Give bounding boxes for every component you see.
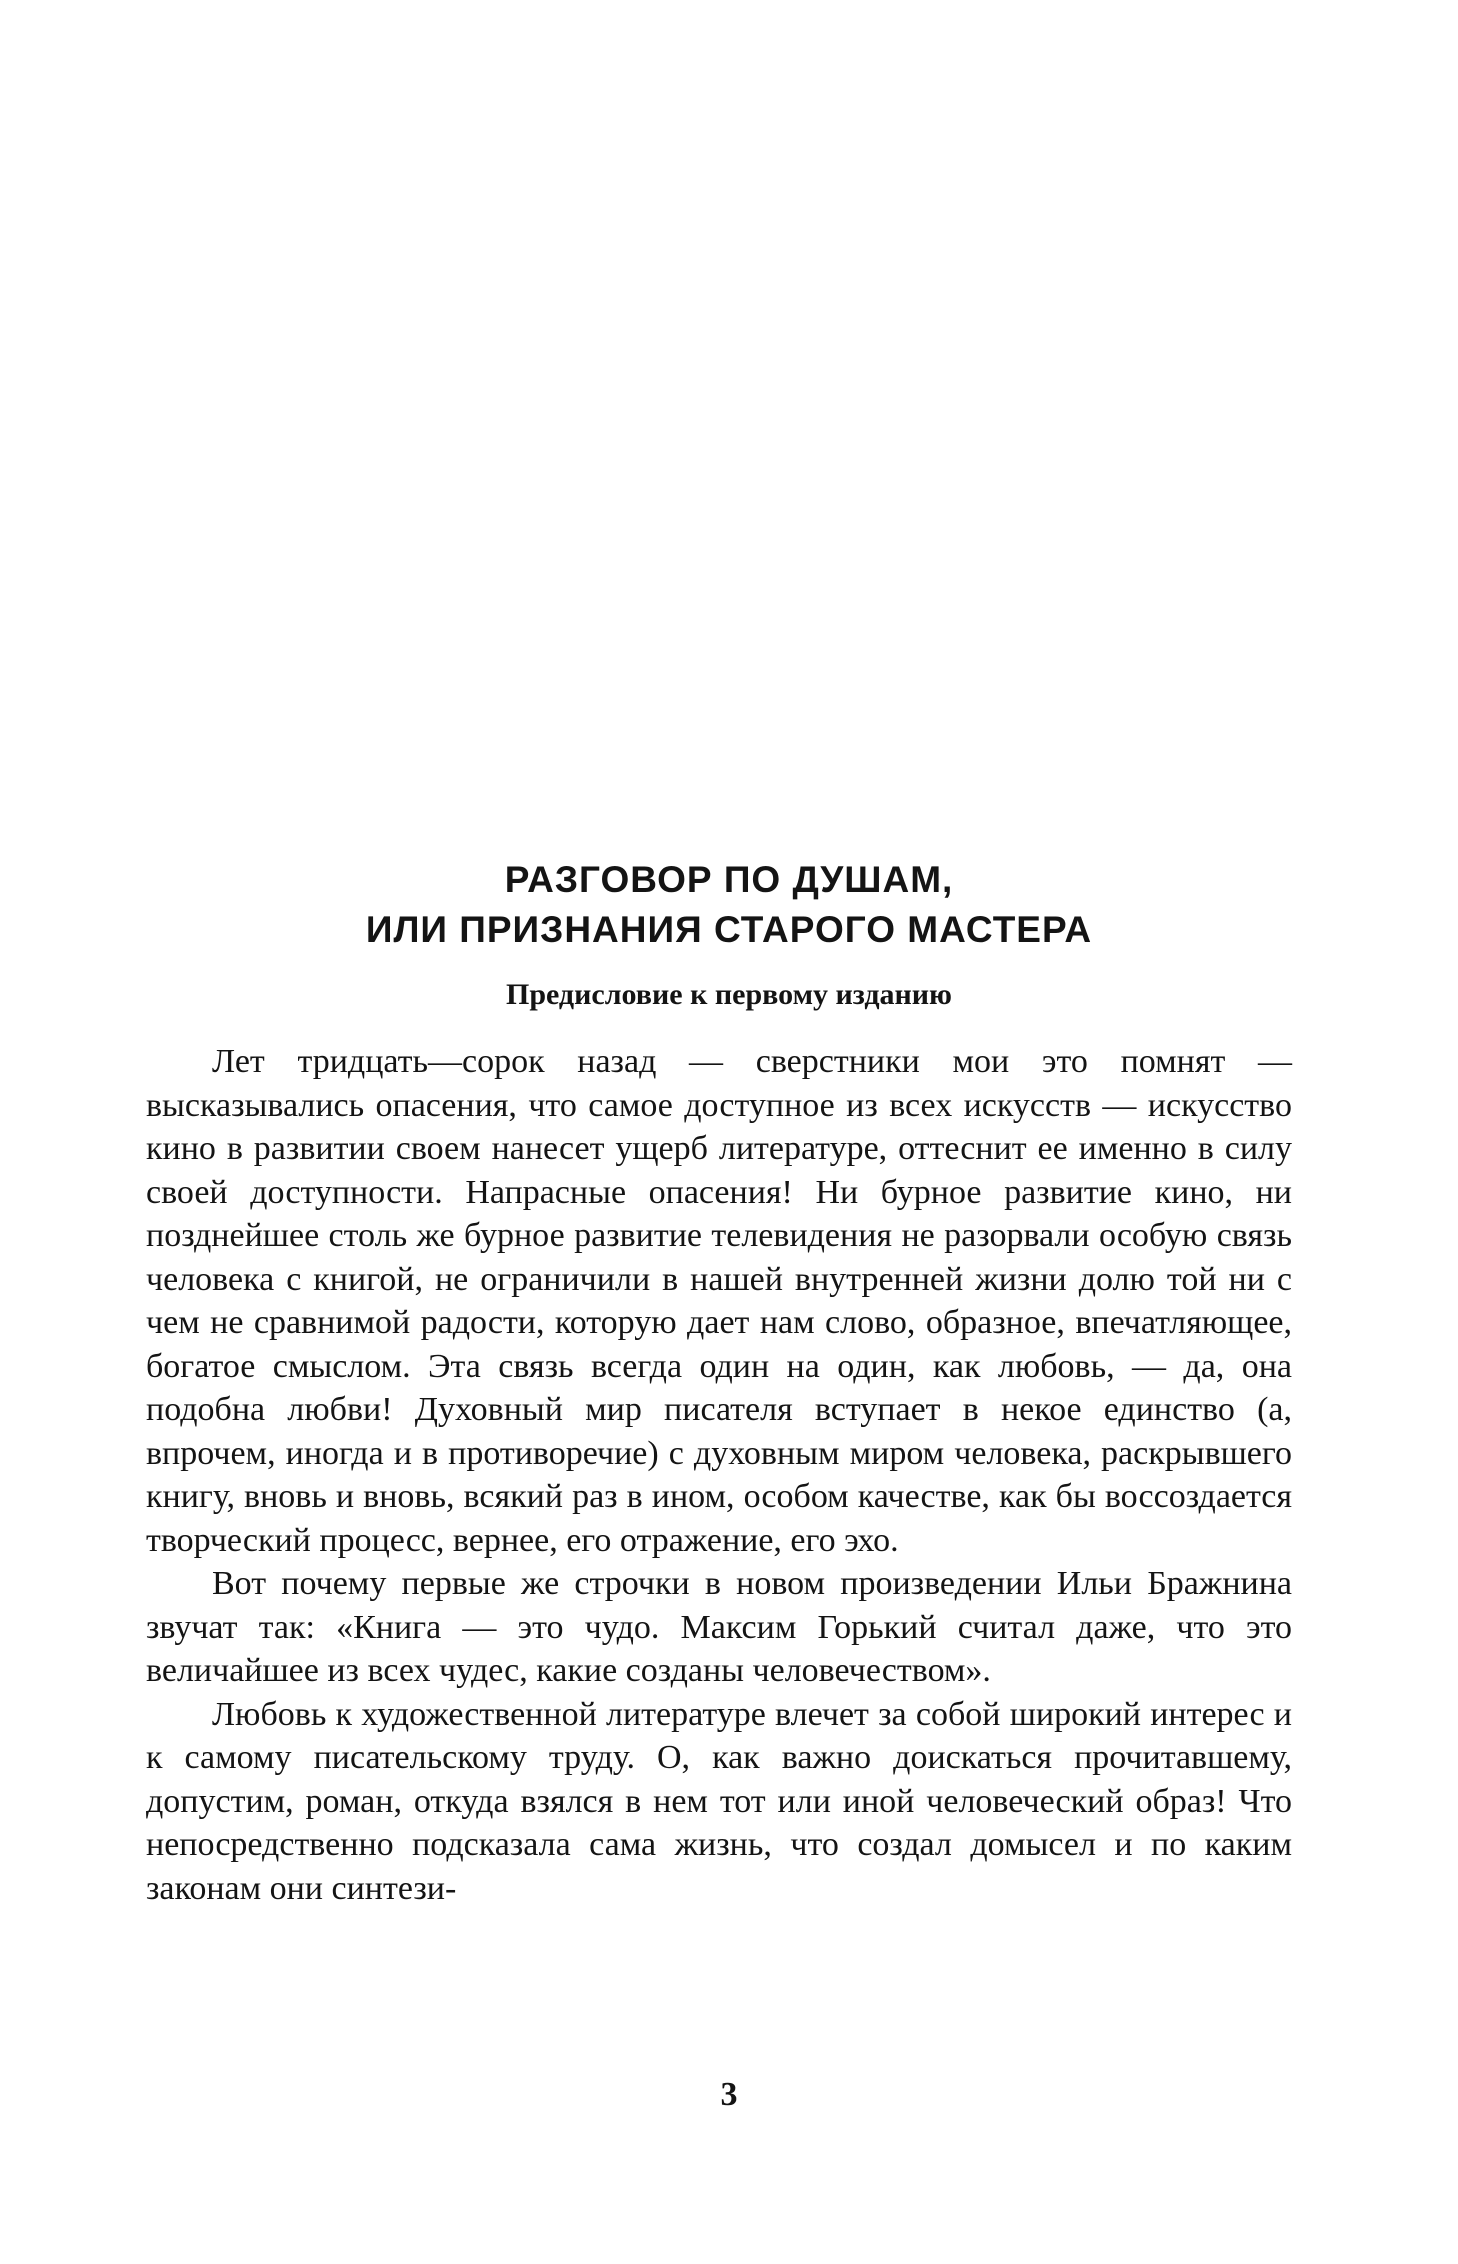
paragraph-1: Лет тридцать—сорок назад — сверстники мои это помнят — высказывались опасения, что самое доступное из всех искусств — искусство кино в развитии своем нанесет ущерб литературе, оттеснит ее именно в силу своей доступности. Напрасные опасения! Ни бурное развитие кино, ни позднейшее столь же бурное развитие телевидения не разорвали особую связь человека с книгой, не ограничили в нашей внутренней жизни долю той ни с чем не сравнимой радости, которую дает нам слово, образное, впечатляющее, богатое смыслом. Эта связь всегда один на один, как любовь, — да, она подобна любви! Духовный мир писателя вступает в некое единство (а, впрочем, иногда и в противоречие) с духовным миром человека, раскрывшего книгу, вновь и вновь, всякий раз в ином, особом качестве, как бы воссоздается творческий процесс, вернее, его отражение, его эхо. <box>146 1043 1292 1559</box>
chapter-title-line-1: РАЗГОВОР ПО ДУШАМ, <box>504 859 954 900</box>
paragraph-2: Вот почему первые же строчки в новом произведении Ильи Бражнина звучат так: «Книга — это чудо. Максим Горький считал даже, что это величайшее из всех чудес, какие созданы человечеством». <box>146 1565 1292 1689</box>
paragraph-3: Любовь к художественной литературе влечет за собой широкий интерес и к самому писательскому труду. О, как важно доискаться прочитавшему, допустим, роман, откуда взялся в нем тот или иной человеческий образ! Что непосредственно подсказала сама жизнь, что создал домысел и по каким законам они синтези- <box>146 1695 1292 1907</box>
page-number: 3 <box>720 2076 738 2113</box>
chapter-title-line-2: ИЛИ ПРИЗНАНИЯ СТАРОГО МАСТЕРА <box>365 909 1093 950</box>
chapter-subtitle: Предисловие к первому изданию <box>505 978 952 1011</box>
body-text <box>146 1040 1292 1910</box>
